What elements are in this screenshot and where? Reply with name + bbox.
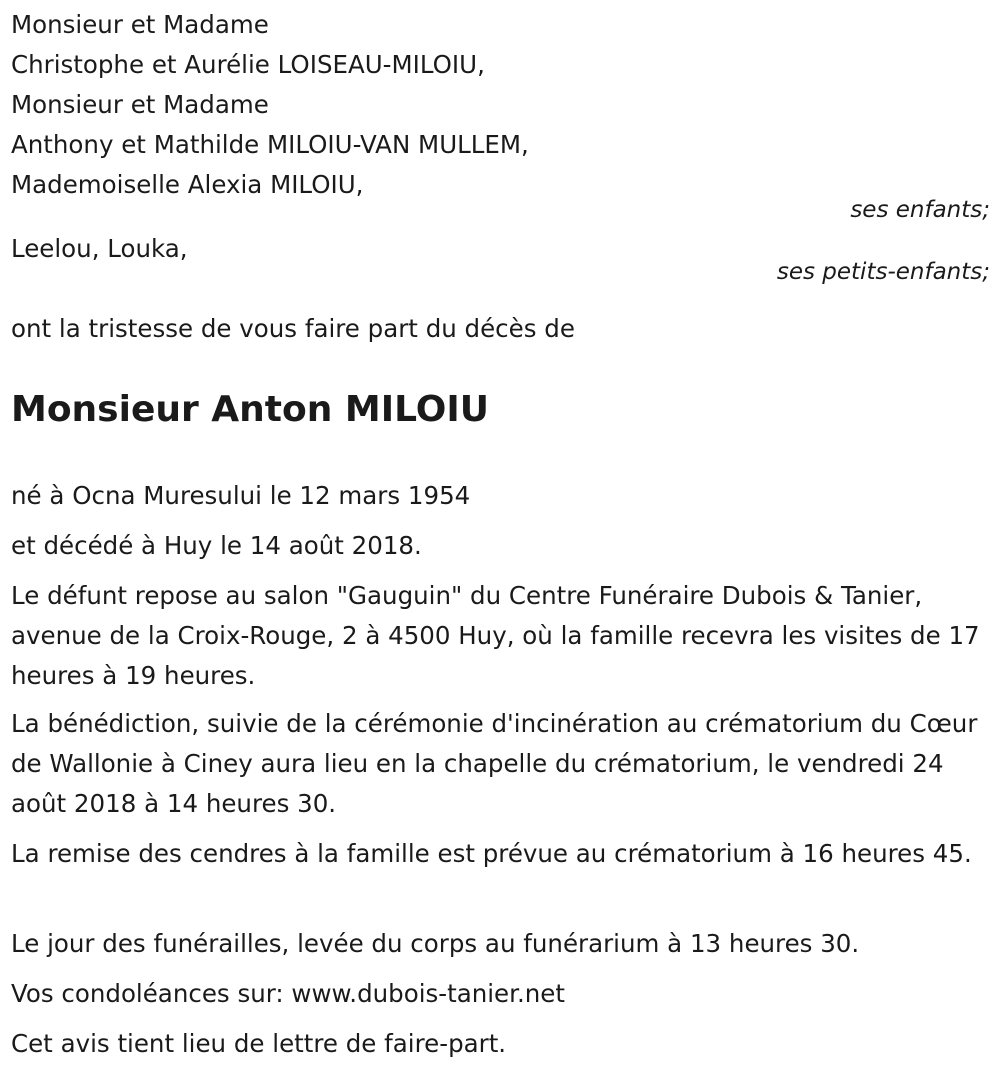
announcement-text: ont la tristesse de vous faire part du décès de [11,314,575,343]
family-line-3: Monsieur et Madame [11,90,269,119]
death-info: et décédé à Huy le 14 août 2018. [11,531,422,560]
family-line-2: Christophe et Aurélie LOISEAU-MILOIU, [11,50,485,79]
ashes-paragraph: La remise des cendres à la famille est prévue au crématorium à 16 heures 45. [11,839,972,868]
ceremony-paragraph: La bénédiction, suivie de la cérémonie d'incinération au crématorium du Cœur de Wallonie à Ciney aura lieu en la chapelle du crématorium, le vendredi 24 août 2018 à 14 heures 30. [11,709,978,818]
deceased-name: Monsieur Anton MILOIU [11,389,489,430]
family-line-1: Monsieur et Madame [11,10,269,39]
children-role-label: ses enfants; [850,197,990,223]
condolences-link[interactable]: Vos condoléances sur: www.dubois-tanier.net [11,979,565,1008]
funeral-day-info: Le jour des funérailles, levée du corps au funérarium à 13 heures 30. [11,929,860,958]
grandchildren-role-label: ses petits-enfants; [776,259,990,285]
family-line-5: Mademoiselle Alexia MILOIU, [11,170,364,199]
notice-statement: Cet avis tient lieu de lettre de faire-part. [11,1029,507,1058]
family-line-4: Anthony et Mathilde MILOIU-VAN MULLEM, [11,130,529,159]
birth-info: né à Ocna Muresului le 12 mars 1954 [11,481,471,510]
grandchildren-names: Leelou, Louka, [11,234,188,263]
repose-paragraph: Le défunt repose au salon "Gauguin" du Centre Funéraire Dubois & Tanier, avenue de la Croix-Rouge, 2 à 4500 Huy, où la famille recevra les visites de 17 heures à 19 heures. [11,581,980,690]
